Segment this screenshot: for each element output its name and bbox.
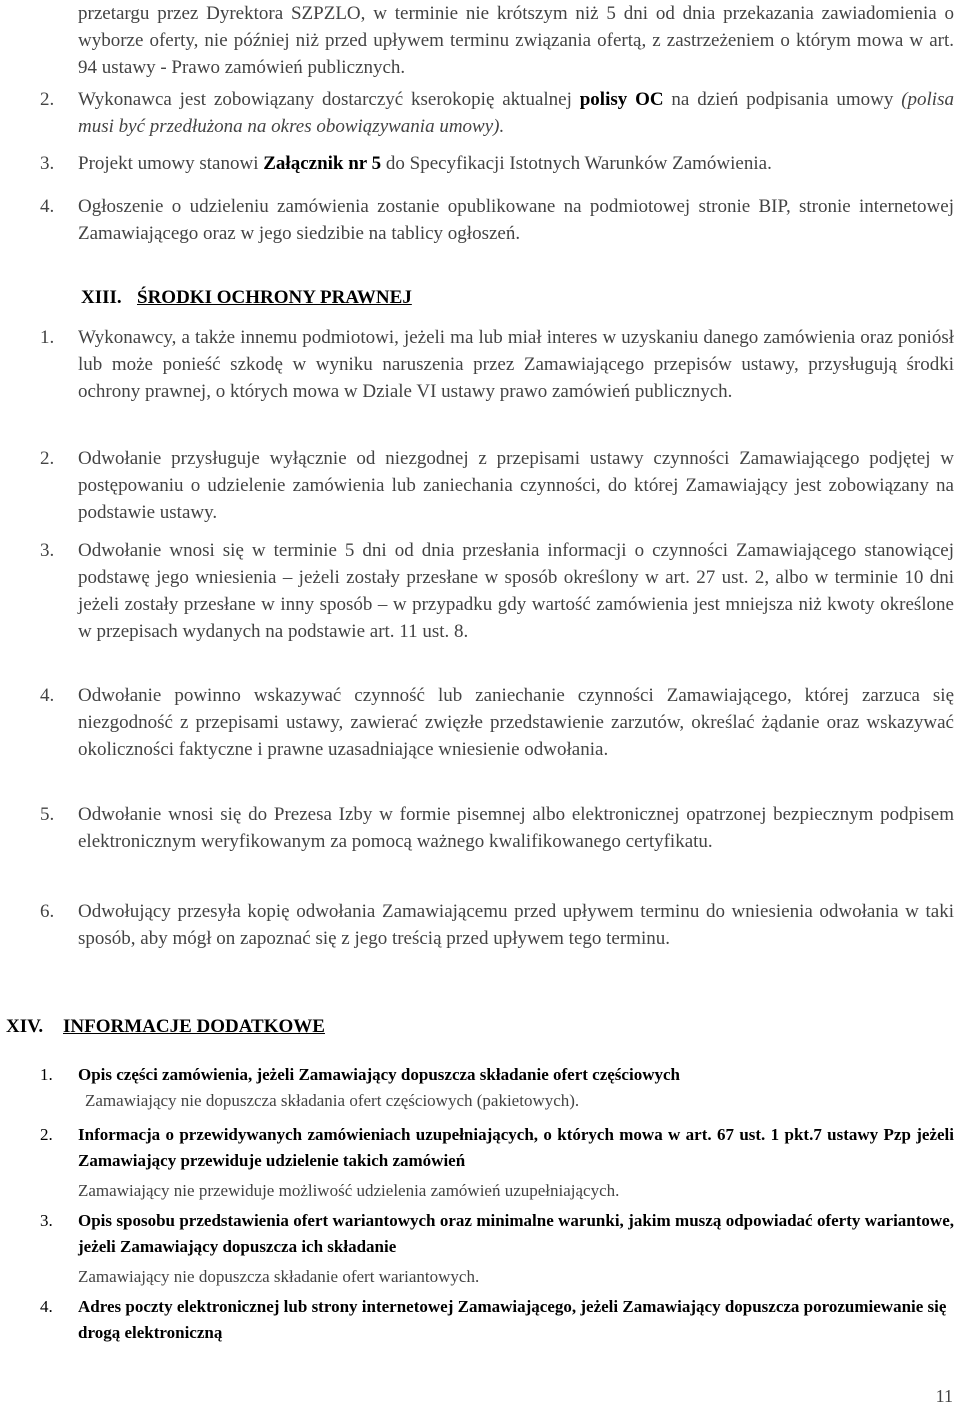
section-number: XIII. — [81, 287, 122, 308]
item-text — [78, 150, 954, 177]
item-number: 3. — [40, 153, 55, 174]
item-body: Zamawiający nie dopuszcza składania ofert częściowych (pakietowych). — [85, 1091, 580, 1110]
list-item — [0, 445, 958, 526]
list-item — [0, 1062, 958, 1114]
text-segment: Projekt umowy stanowi — [78, 153, 264, 174]
list-item — [0, 86, 958, 140]
item-heading — [78, 1122, 954, 1174]
item-heading — [78, 1208, 954, 1260]
item-heading — [78, 1294, 954, 1346]
item-text: Odwołujący przesyła kopię odwołania Zamawiającemu przed upływem terminu do wniesienia odwołania w taki sposób, aby mógł on zapoznać się z jego treścią przed upływem tego terminu. — [78, 901, 954, 949]
list-item — [0, 801, 958, 855]
item-text: Odwołanie wnosi się w terminie 5 dni od dnia przesłania informacji o czynności Zamawiającego stanowiącej podstawę jego wniesienia – jeżeli zostały przesłane w sposób określony w art. 27 ust. 2, albo w terminie 10 dni jeżeli zostały przesłane w inny sposób – w przypadku gdy wartość zamówienia jest mniejsza niż kwoty określone w przepisach wydanych na podstawie art. 11 ust. 8. — [78, 540, 954, 642]
item-number: 5. — [40, 804, 55, 825]
bold-text: Opis sposobu przedstawienia ofert wariantowych oraz minimalne warunki, jakim muszą odpowiadać oferty wariantowe, jeżeli Zamawiający dopuszcza ich składanie — [78, 1211, 954, 1256]
item-text: Odwołanie przysługuje wyłącznie od niezgodnej z przepisami ustawy czynności Zamawiającego podjętej w postępowaniu o udzielenie zamówienia lub zaniechania czynności, do której Zamawiający jest zobowiązany na podstawie ustawy. — [78, 448, 954, 523]
item-number: 1. — [40, 1065, 53, 1084]
bold-text: Załącznik nr 5 — [263, 153, 382, 174]
item-number: 2. — [40, 1125, 53, 1144]
item-heading — [78, 1062, 954, 1088]
item-number: 3. — [40, 1211, 53, 1230]
list-item — [0, 898, 958, 952]
item-number: 4. — [40, 685, 55, 706]
item-text — [78, 86, 954, 140]
bold-text: Opis części zamówienia, jeżeli Zamawiający dopuszcza składanie ofert częściowych — [78, 1065, 680, 1084]
list-item — [0, 1122, 958, 1204]
list-item — [0, 1294, 958, 1346]
list-item — [0, 537, 958, 645]
item-number: 4. — [40, 1297, 53, 1316]
text-segment: Wykonawca jest zobowiązany dostarczyć kserokopię aktualnej — [78, 89, 580, 110]
page-number: 11 — [935, 1386, 953, 1406]
bold-text: Informacja o przewidywanych zamówieniach uzupełniających, o których mowa w art. 67 ust. 1 pkt.7 ustawy Pzp jeżeli Zamawiający przewiduje udzielenie takich zamówień — [78, 1125, 954, 1170]
item-number: 6. — [40, 901, 55, 922]
list-item — [0, 682, 958, 763]
item-number: 2. — [40, 89, 55, 110]
item-text: Odwołanie powinno wskazywać czynność lub zaniechanie czynności Zamawiającego, której zarzuca się niezgodność z przepisami ustawy, zawierać zwięzłe przedstawienie zarzutów, określać żądanie oraz wskazywać okoliczności faktyczne i prawne uzasadniające wniesienie odwołania. — [78, 685, 954, 760]
bold-text: Adres poczty elektronicznej lub strony internetowej Zamawiającego, jeżeli Zamawiający dopuszcza porozumiewanie się drogą elektroniczną — [78, 1297, 947, 1342]
section-number: XIV. — [6, 1016, 44, 1037]
bold-text: polisy OC — [579, 89, 664, 110]
list-item — [0, 324, 958, 405]
list-item — [0, 1208, 958, 1290]
text-segment: do Specyfikacji Istotnych Warunków Zamówienia. — [381, 153, 772, 174]
item-body: Zamawiający nie przewiduje możliwość udzielenia zamówień uzupełniających. — [78, 1181, 620, 1200]
text-segment: na dzień podpisania umowy — [663, 89, 902, 110]
paragraph-text: przetargu przez Dyrektora SZPZLO, w terminie nie krótszym niż 5 dni od dnia przekazania zawiadomienia o wyborze oferty, nie później niż przed upływem terminu związania ofertą, z zastrzeżeniem o którym mowa w art. 94 ustawy - Prawo zamówień publicznych. — [78, 3, 954, 78]
item-number: 1. — [40, 327, 55, 348]
italic-text: (polisa musi być przedłużona na okres obowiązywania umowy). — [78, 89, 954, 137]
section-title: ŚRODKI OCHRONY PRAWNEJ — [137, 287, 412, 308]
list-item — [0, 193, 958, 247]
section-title: INFORMACJE DODATKOWE — [63, 1016, 325, 1037]
item-body: Zamawiający nie dopuszcza składanie ofert wariantowych. — [78, 1267, 480, 1286]
item-number: 3. — [40, 540, 55, 561]
item-text: Wykonawcy, a także innemu podmiotowi, jeżeli ma lub miał interes w uzyskaniu danego zamówienia oraz poniósł lub może ponieść szkodę w wyniku naruszenia przez Zamawiającego przepisów ustawy, przysługują środki ochrony prawnej, o których mowa w Dziale VI ustawy prawo zamówień publicznych. — [78, 327, 954, 402]
item-number: 4. — [40, 196, 55, 217]
continuation-paragraph — [0, 0, 958, 81]
list-item — [0, 150, 958, 177]
item-text: Odwołanie wnosi się do Prezesa Izby w formie pisemnej albo elektronicznej opatrzonej bezpiecznym podpisem elektronicznym weryfikowanym za pomocą ważnego kwalifikowanego certyfikatu. — [78, 804, 954, 852]
item-text: Ogłoszenie o udzieleniu zamówienia zostanie opublikowane na podmiotowej stronie BIP, stronie internetowej Zamawiającego oraz w jego siedzibie na tablicy ogłoszeń. — [78, 196, 954, 244]
item-number: 2. — [40, 448, 55, 469]
